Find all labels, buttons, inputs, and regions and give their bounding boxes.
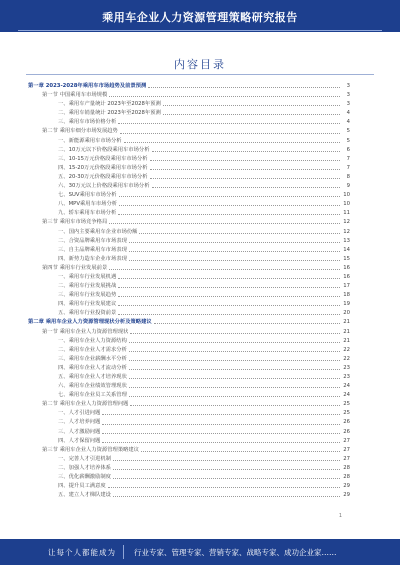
- toc-entry-page: 3: [346, 83, 350, 89]
- toc-heading: 内容目录: [174, 58, 226, 71]
- toc-leader-dots: [102, 424, 340, 425]
- toc-entry[interactable]: [28, 337, 350, 346]
- toc-entry-label: 一、人才引进问题: [58, 410, 101, 417]
- toc-entry-label: 五、乘用车行业投资前景: [58, 310, 117, 317]
- footer-divider: [123, 545, 124, 559]
- toc-entry-page: 3: [346, 92, 350, 99]
- toc-leader-dots: [119, 205, 340, 206]
- toc-entry-label: 一、新能源乘用车市场分析: [58, 137, 122, 144]
- toc-entry[interactable]: [28, 428, 350, 437]
- toc-entry-page: 29: [343, 483, 350, 490]
- toc-entry-page: 24: [343, 383, 350, 390]
- toc-leader-dots: [129, 342, 340, 343]
- toc-leader-dots: [118, 214, 340, 215]
- toc-leader-dots: [129, 360, 340, 361]
- toc-entry-label: 三、乘用车企业薪酬水平分析: [58, 355, 127, 362]
- toc-leader-dots: [109, 269, 340, 270]
- toc-leader-dots: [118, 287, 340, 288]
- toc-entry[interactable]: [28, 118, 350, 127]
- toc-entry[interactable]: [28, 137, 350, 146]
- toc-entry[interactable]: [28, 364, 350, 373]
- toc-entry-label: 三、乘用车行业发展趋势: [58, 292, 117, 299]
- toc-entry[interactable]: [28, 164, 350, 173]
- toc-entry-label: 八、MPV乘用车市场分析: [58, 201, 118, 208]
- toc-entry-page: 5: [346, 137, 350, 144]
- toc-entry-page: 12: [343, 219, 350, 226]
- toc-entry-page: 21: [343, 319, 350, 326]
- footer-slogan: 让每个人都能成为: [48, 548, 116, 557]
- toc-leader-dots: [129, 369, 340, 370]
- toc-entry-page: 7: [346, 164, 350, 171]
- toc-entry-page: 27: [343, 446, 350, 453]
- toc-entry-label: 六、30万元以上价格段乘用车市场分析: [58, 183, 150, 190]
- toc-entry[interactable]: [28, 182, 350, 191]
- toc-entry-label: 二、乘用车企业人才需求分析: [58, 346, 127, 353]
- report-title: 乘用车企业人力资源管理策略研究报告: [102, 11, 298, 24]
- toc-entry[interactable]: [28, 228, 350, 237]
- toc-entry[interactable]: [28, 464, 350, 473]
- toc-entry-label: 第二节 乘用车细分市场发展趋势: [42, 128, 118, 135]
- toc-entry[interactable]: [28, 146, 350, 155]
- toc-leader-dots: [129, 260, 340, 261]
- page-number: 1: [338, 513, 342, 519]
- toc-entry[interactable]: [28, 391, 350, 400]
- toc-entry-label: 六、乘用车企业绩效管理现状: [58, 383, 127, 390]
- toc-leader-dots: [118, 123, 340, 124]
- toc-entry[interactable]: [28, 209, 350, 218]
- toc-entry[interactable]: [28, 282, 350, 291]
- toc-entry-label: 三、乘用车市场价格分析: [58, 119, 117, 126]
- toc-leader-dots: [113, 469, 340, 470]
- toc-leader-dots: [119, 196, 340, 197]
- toc-entry-label: 第三节 乘用车企业人力资源管理策略建议: [42, 446, 140, 453]
- toc-entry[interactable]: [28, 273, 350, 282]
- toc-leader-dots: [163, 114, 340, 115]
- toc-entry-page: 13: [343, 237, 350, 244]
- toc-leader-dots: [150, 169, 340, 170]
- toc-entry-page: 23: [343, 364, 350, 371]
- toc-entry-label: 五、20-30万元价格段乘用车市场分析: [58, 173, 148, 180]
- toc-leader-dots: [113, 478, 340, 479]
- toc-entry[interactable]: [28, 346, 350, 355]
- toc-entry[interactable]: [28, 200, 350, 209]
- toc-leader-dots: [129, 396, 340, 397]
- toc-leader-dots: [130, 405, 340, 406]
- toc-leader-dots: [129, 351, 340, 352]
- toc-leader-dots: [152, 187, 341, 188]
- toc-entry-label: 第三节 乘用车市场竞争格局: [42, 219, 108, 226]
- toc-leader-dots: [129, 242, 340, 243]
- toc-leader-dots: [130, 333, 340, 334]
- toc-entry-label: 第一节 乘用车企业人力资源管理现状: [42, 328, 129, 335]
- toc-entry[interactable]: [28, 291, 350, 300]
- toc-entry[interactable]: [28, 91, 350, 100]
- toc-entry-page: 16: [343, 273, 350, 280]
- toc-entry[interactable]: [28, 255, 350, 264]
- toc-entry[interactable]: [28, 437, 350, 446]
- toc-entry-page: 16: [343, 264, 350, 271]
- toc-entry[interactable]: [28, 109, 350, 118]
- toc-entry-label: 三、人才激励问题: [58, 428, 101, 435]
- toc-entry-label: 二、加强人才培养体系: [58, 464, 111, 471]
- toc-entry[interactable]: [28, 127, 350, 136]
- toc-entry-page: 5: [346, 128, 350, 135]
- toc-entry-page: 22: [343, 346, 350, 353]
- toc-entry-label: 二、10万元以下价格段乘用车市场分析: [58, 146, 150, 153]
- toc-entry-label: 一、国内主要乘用车企业市场份额: [58, 228, 138, 235]
- toc-entry-label: 第二节 乘用车企业人力资源管理问题: [42, 401, 129, 408]
- toc-entry-label: 二、人才培养问题: [58, 419, 101, 426]
- toc-entry[interactable]: [28, 246, 350, 255]
- toc-entry-label: 一、乘用车产量统计 2023年至2028年预测: [58, 101, 161, 108]
- toc-entry-label: 四、15-20万元价格段乘用车市场分析: [58, 164, 148, 171]
- toc-leader-dots: [150, 178, 340, 179]
- toc-entry[interactable]: [28, 455, 350, 464]
- table-of-contents: [28, 82, 350, 500]
- toc-entry-page: 10: [343, 201, 350, 208]
- header-divider: [18, 30, 382, 31]
- toc-leader-dots: [113, 460, 340, 461]
- toc-entry-page: 15: [343, 255, 350, 262]
- toc-entry-label: 二、乘用车行业发展挑战: [58, 283, 117, 290]
- toc-entry-page: 27: [343, 437, 350, 444]
- toc-leader-dots: [150, 160, 340, 161]
- toc-entry-page: 19: [343, 301, 350, 308]
- toc-entry-page: 28: [343, 474, 350, 481]
- toc-leader-dots: [129, 251, 340, 252]
- toc-entry[interactable]: [28, 82, 350, 91]
- toc-entry[interactable]: [28, 173, 350, 182]
- toc-entry-page: 7: [346, 155, 350, 162]
- toc-entry-label: 一、乘用车行业发展机遇: [58, 273, 117, 280]
- toc-leader-dots: [129, 387, 340, 388]
- toc-leader-dots: [102, 433, 340, 434]
- toc-entry[interactable]: [28, 446, 350, 455]
- toc-entry-label: 四、提升员工满意度: [58, 483, 106, 490]
- toc-entry[interactable]: [28, 309, 350, 318]
- toc-leader-dots: [109, 96, 340, 97]
- toc-entry[interactable]: [28, 218, 350, 227]
- toc-leader-dots: [148, 87, 340, 88]
- toc-entry-page: 8: [346, 173, 350, 180]
- toc-leader-dots: [118, 305, 340, 306]
- toc-entry-page: 4: [346, 119, 350, 126]
- toc-leader-dots: [124, 142, 340, 143]
- toc-entry-page: 20: [343, 310, 350, 317]
- toc-entry-page: 10: [343, 192, 350, 199]
- toc-entry-page: 21: [343, 328, 350, 335]
- toc-entry[interactable]: [28, 382, 350, 391]
- toc-leader-dots: [109, 223, 340, 224]
- toc-entry[interactable]: [28, 100, 350, 109]
- toc-entry-page: 22: [343, 355, 350, 362]
- toc-entry-label: 四、乘用车企业人才流动分析: [58, 364, 127, 371]
- toc-leader-dots: [108, 487, 340, 488]
- toc-entry[interactable]: [28, 300, 350, 309]
- toc-entry-label: 七、SUV乘用车市场分析: [58, 192, 117, 199]
- toc-entry-page: 4: [346, 110, 350, 117]
- toc-entry[interactable]: [28, 400, 350, 409]
- toc-entry-page: 3: [346, 101, 350, 108]
- report-header: [0, 0, 400, 32]
- toc-entry-label: 二、合资品牌乘用车市场表现: [58, 237, 127, 244]
- toc-entry-page: 9: [346, 183, 350, 190]
- toc-entry-label: 第一节 中国乘用车市场规模: [42, 92, 108, 99]
- toc-entry[interactable]: [28, 328, 350, 337]
- toc-entry-label: 第二章 乘用车企业人力资源管理现状分析及策略建议: [28, 319, 152, 326]
- toc-leader-dots: [118, 296, 340, 297]
- toc-entry[interactable]: [28, 491, 350, 500]
- toc-entry-label: 四、新势力造车企业市场表现: [58, 255, 127, 262]
- report-footer: [0, 539, 400, 565]
- toc-entry-label: 四、人才保留问题: [58, 437, 101, 444]
- toc-entry-page: 23: [343, 374, 350, 380]
- toc-entry[interactable]: [28, 264, 350, 273]
- toc-entry[interactable]: [28, 418, 350, 427]
- footer-tagline: 行业专家、管理专家、营销专家、战略专家、成功企业家……: [134, 548, 337, 557]
- toc-leader-dots: [118, 278, 340, 279]
- toc-leader-dots: [152, 151, 341, 152]
- toc-entry[interactable]: [28, 191, 350, 200]
- toc-divider: [26, 74, 374, 75]
- toc-entry[interactable]: [28, 473, 350, 482]
- toc-entry-page: 26: [343, 428, 350, 435]
- toc-entry-page: 24: [343, 392, 350, 399]
- toc-entry-page: 25: [343, 401, 350, 408]
- toc-leader-dots: [129, 378, 340, 379]
- toc-entry-label: 三、优化薪酬激励制度: [58, 474, 111, 481]
- toc-entry[interactable]: [28, 237, 350, 246]
- toc-leader-dots: [113, 496, 340, 497]
- toc-entry[interactable]: [28, 318, 350, 327]
- toc-entry-page: 21: [343, 337, 350, 344]
- toc-entry-label: 三、自主品牌乘用车市场表现: [58, 246, 127, 253]
- toc-entry-label: 九、轿车乘用车市场分析: [58, 210, 117, 217]
- toc-entry-label: 四、乘用车行业发展建议: [58, 301, 117, 308]
- toc-entry-page: 18: [343, 292, 350, 299]
- toc-entry[interactable]: [28, 155, 350, 164]
- toc-entry-page: 27: [343, 455, 350, 462]
- toc-entry-page: 11: [343, 210, 350, 217]
- toc-leader-dots: [139, 233, 340, 234]
- toc-entry-label: 五、乘用车企业人才培养现状: [58, 374, 127, 380]
- toc-entry[interactable]: [28, 373, 350, 382]
- toc-leader-dots: [118, 314, 340, 315]
- toc-leader-dots: [141, 451, 340, 452]
- toc-entry-page: 17: [343, 283, 350, 290]
- toc-entry-page: 6: [346, 146, 350, 153]
- toc-entry-label: 一、乘用车企业人力资源结构: [58, 337, 127, 344]
- toc-entry-label: 第四节 乘用车行业发展前景: [42, 264, 108, 271]
- toc-leader-dots: [102, 414, 340, 415]
- toc-entry[interactable]: [28, 482, 350, 491]
- toc-entry-label: 七、乘用车企业员工关系管理: [58, 392, 127, 399]
- toc-entry-label: 三、10-15万元价格段乘用车市场分析: [58, 155, 148, 162]
- toc-entry[interactable]: [28, 409, 350, 418]
- toc-leader-dots: [102, 442, 340, 443]
- toc-entry-label: 五、建立人才梯队建设: [58, 492, 111, 499]
- toc-entry-page: 29: [343, 492, 350, 499]
- toc-leader-dots: [163, 105, 340, 106]
- toc-leader-dots: [120, 133, 340, 134]
- toc-entry-page: 26: [343, 419, 350, 426]
- toc-entry-label: 一、完善人才引进机制: [58, 455, 111, 462]
- toc-entry-label: 二、乘用车销量统计 2023年至2028年预测: [58, 110, 161, 117]
- toc-entry-page: 28: [343, 464, 350, 471]
- toc-entry-label: 第一章 2023-2028年乘用车市场趋势及前景预测: [28, 83, 147, 89]
- toc-entry[interactable]: [28, 355, 350, 364]
- toc-entry-page: 25: [343, 410, 350, 417]
- toc-entry-page: 12: [343, 228, 350, 235]
- toc-leader-dots: [154, 323, 340, 324]
- toc-entry-page: 14: [343, 246, 350, 253]
